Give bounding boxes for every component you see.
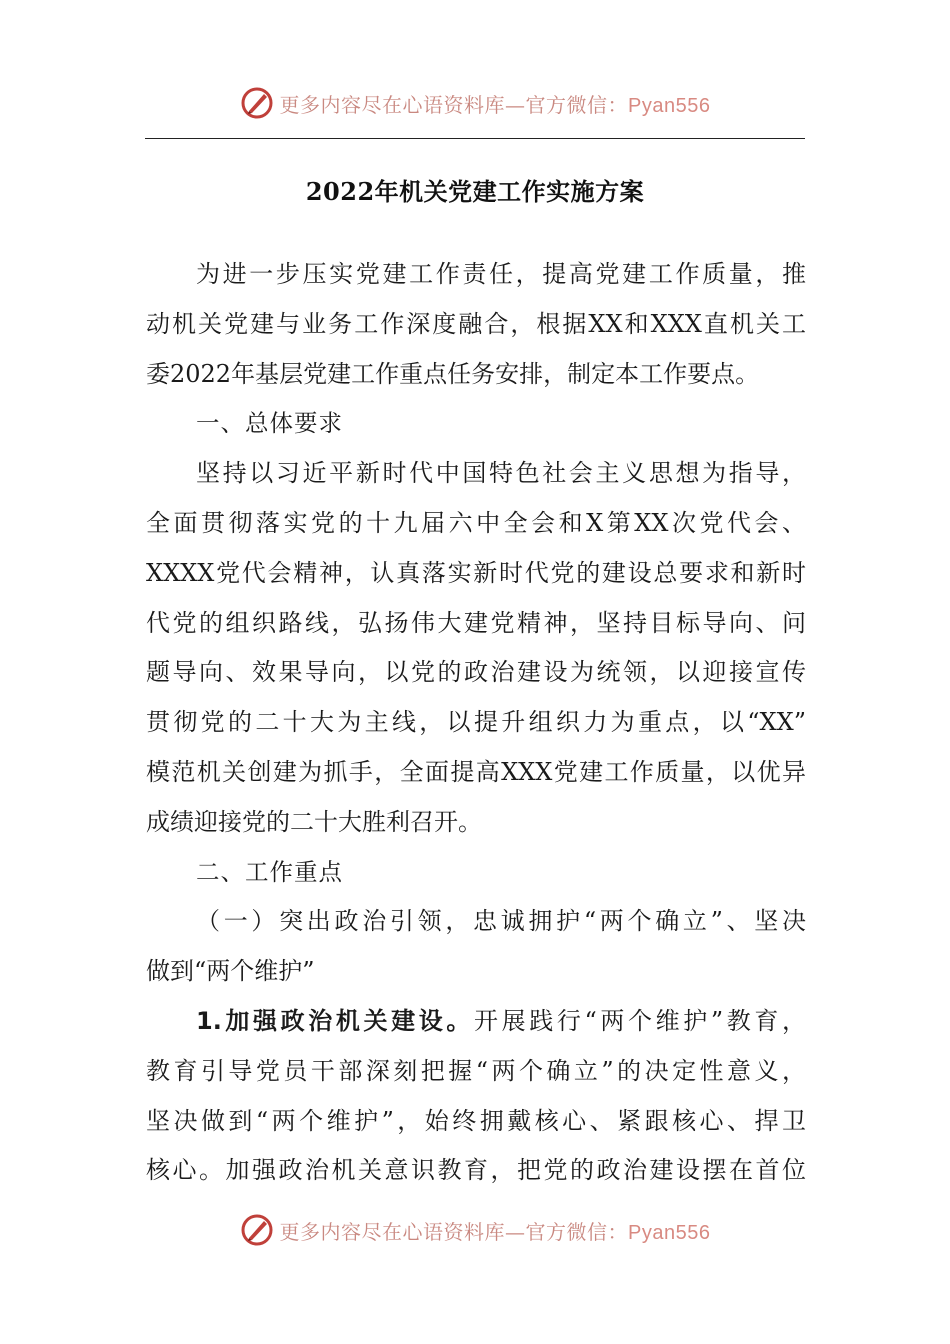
item1-line-3: 坚决做到“两个维护”，始终拥戴核心、紧跟核心、捍卫: [146, 1106, 806, 1135]
section1-line-3: XXXX党代会精神，认真落实新时代党的建设总要求和新时: [146, 558, 806, 587]
section1-line-5: 题导向、效果导向，以党的政治建设为统领，以迎接宣传: [146, 658, 806, 687]
section1-line-4: 代党的组织路线，弘扬伟大建党精神，坚持目标导向、问: [146, 608, 806, 637]
intro-line-3: 委2022年基层党建工作重点任务安排，制定本工作要点。: [146, 359, 760, 388]
section1-line-8: 成绩迎接党的二十大胜利召开。: [146, 807, 482, 836]
quill-logo-icon: [240, 86, 274, 120]
watermark-text: 更多内容尽在心语资料库—官方微信：Pyan556: [279, 92, 711, 117]
quill-logo-icon: [240, 1213, 274, 1247]
item1-line-4: 核心。加强政治机关意识教育，把党的政治建设摆在首位: [146, 1156, 806, 1185]
document-body: [146, 250, 806, 1196]
subsection1-line-2: 做到“两个维护”: [146, 957, 315, 986]
document-title: 2022年机关党建工作实施方案: [305, 177, 645, 206]
section1-line-2: 全面贯彻落实党的十九届六中全会和X第XX次党代会、: [146, 508, 806, 537]
watermark-banner-bottom: [0, 1210, 950, 1250]
section1-line-6: 贯彻党的二十大为主线，以提升组织力为重点，以“XX”: [146, 708, 806, 737]
item1-line-2: 教育引导党员干部深刻把握“两个确立”的决定性意义，: [146, 1056, 806, 1085]
watermark-banner-top: [0, 83, 950, 123]
watermark-text: 更多内容尽在心语资料库—官方微信：Pyan556: [279, 1219, 711, 1244]
section2-heading: 二、工作重点: [196, 857, 343, 886]
section1-line-7: 模范机关创建为抓手，全面提高XXX党建工作质量，以优异: [146, 757, 806, 786]
section1-line-1: 坚持以习近平新时代中国特色社会主义思想为指导，: [196, 459, 806, 488]
section1-heading: 一、总体要求: [196, 409, 343, 438]
subsection1-line-1: （一）突出政治引领，忠诚拥护“两个确立”、坚决: [196, 907, 806, 936]
item1-title: 1.加强政治机关建设。: [196, 1006, 475, 1035]
item1-line-1: [146, 997, 806, 1047]
intro-line-2: 动机关党建与业务工作深度融合，根据XX和XXX直机关工: [146, 309, 806, 338]
item1-first-rest: 开展践行“两个维护”教育，: [474, 1006, 806, 1035]
header-rule: [145, 138, 805, 139]
intro-line-1: 为进一步压实党建工作责任，提高党建工作质量，推: [196, 260, 806, 288]
